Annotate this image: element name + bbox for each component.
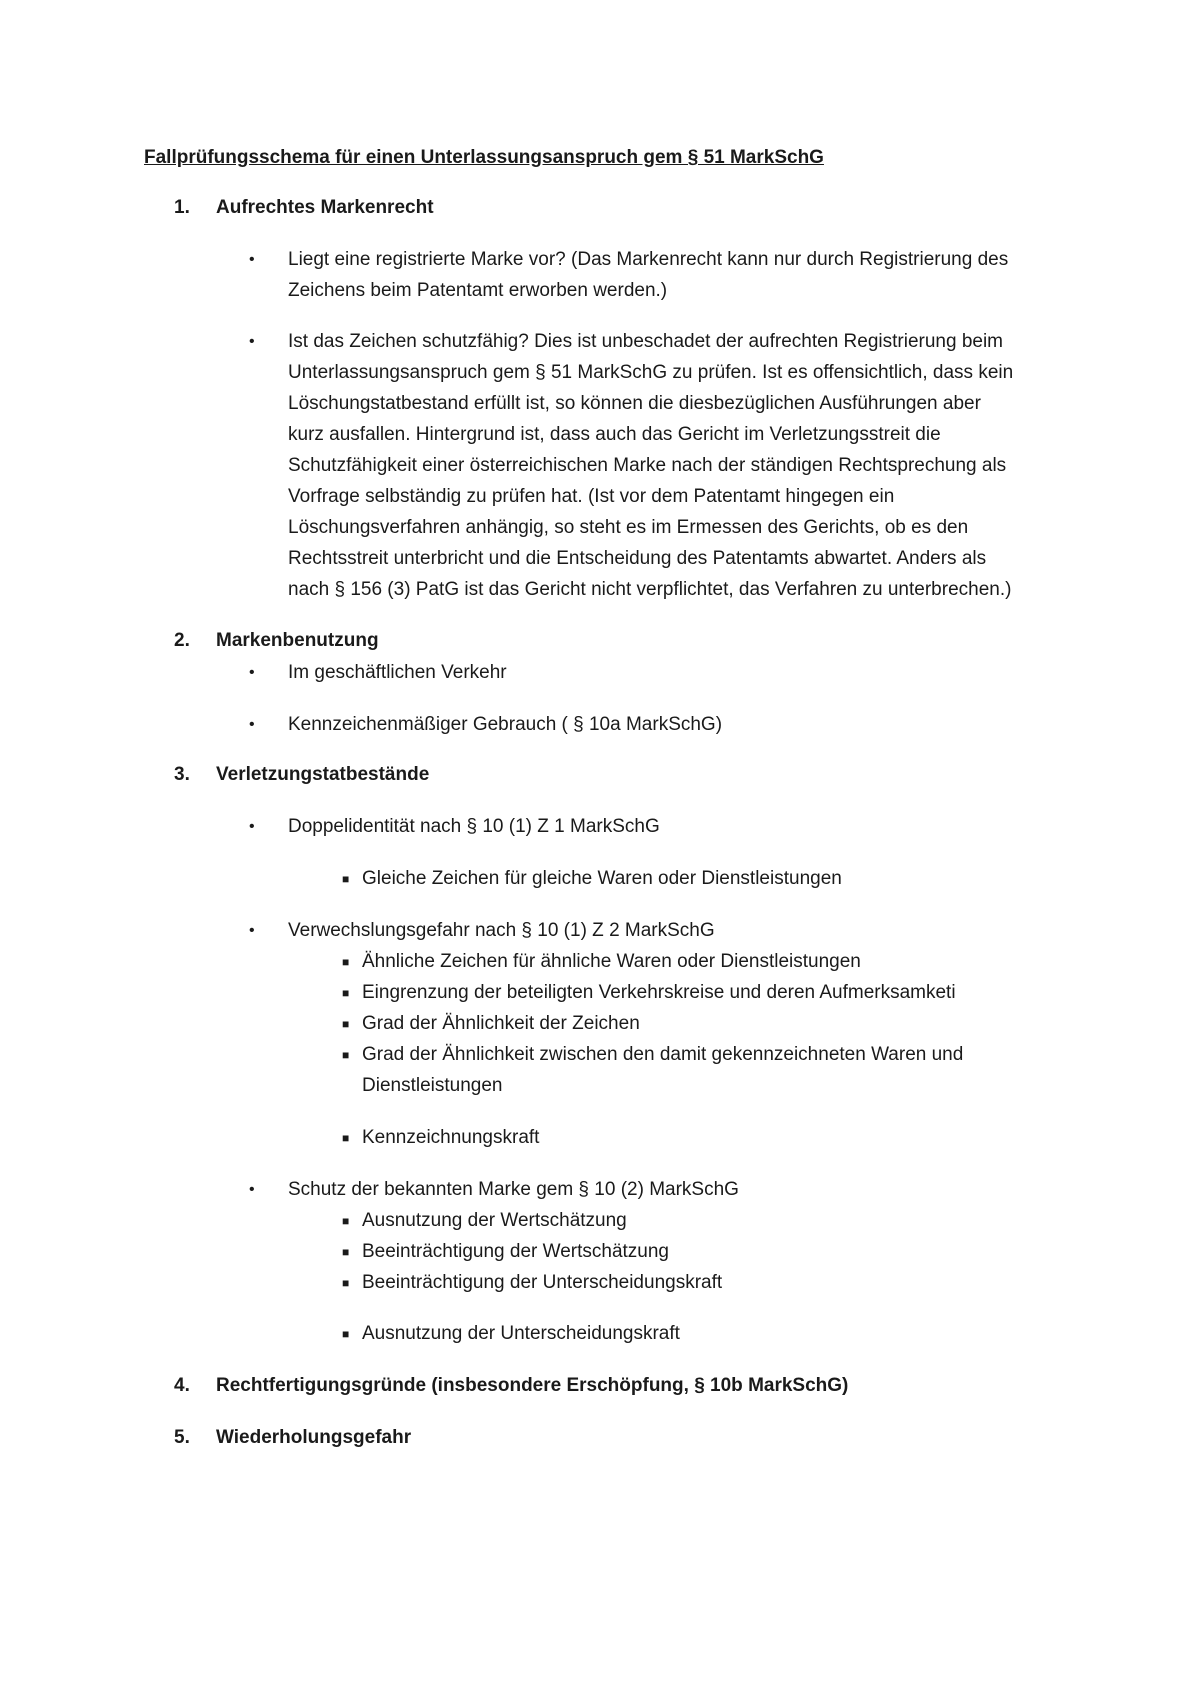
bullet-icon: • [249, 818, 255, 835]
sub-item-line: Grad der Ähnlichkeit der Zeichen [362, 1013, 640, 1034]
document-title: Fallprüfungsschema für einen Unterlassungsanspruch gem § 51 MarkSchG [144, 147, 824, 168]
sub-item-line: Gleiche Zeichen für gleiche Waren oder Dienstleistungen [362, 868, 842, 889]
square-bullet-icon: ■ [342, 872, 350, 886]
list-item-line: Im geschäftlichen Verkehr [288, 662, 507, 683]
list-item-line: Liegt eine registrierte Marke vor? (Das Markenrecht kann nur durch Registrierung des [288, 249, 1009, 270]
bullet-icon: • [249, 333, 255, 350]
sub-item-line: Ausnutzung der Wertschätzung [362, 1210, 627, 1231]
square-bullet-icon: ■ [342, 1048, 350, 1062]
square-bullet-icon: ■ [342, 986, 350, 1000]
list-item-line: Zeichens beim Patentamt erworben werden.) [288, 280, 668, 301]
list-item-line: Vorfrage selbständig zu prüfen hat. (Ist vor dem Patentamt hingegen ein [288, 486, 895, 507]
list-item-line: Unterlassungsanspruch gem § 51 MarkSchG zu prüfen. Ist es offensichtlich, dass kein [288, 362, 1014, 383]
square-bullet-icon: ■ [342, 1017, 350, 1031]
bullet-icon: • [249, 251, 255, 268]
sub-item-line: Eingrenzung der beteiligten Verkehrskreise und deren Aufmerksamketi [362, 982, 956, 1003]
list-item-line: Doppelidentität nach § 10 (1) Z 1 MarkSchG [288, 816, 660, 837]
section-heading: Wiederholungsgefahr [216, 1427, 412, 1448]
bullet-icon: • [249, 922, 255, 939]
list-item-line: kurz ausfallen. Hintergrund ist, dass auch das Gericht im Verletzungsstreit die [288, 424, 941, 445]
square-bullet-icon: ■ [342, 1214, 350, 1228]
sub-item-line: Beeinträchtigung der Wertschätzung [362, 1241, 669, 1262]
list-item-line: Löschungstatbestand erfüllt ist, so können die diesbezüglichen Ausführungen aber [288, 393, 981, 414]
section-number: 4. [174, 1375, 190, 1396]
bullet-icon: • [249, 664, 255, 681]
sub-item-line: Dienstleistungen [362, 1075, 503, 1096]
list-item-line: Schutzfähigkeit einer österreichischen Marke nach der ständigen Rechtsprechung als [288, 455, 1007, 476]
sub-item-line: Grad der Ähnlichkeit zwischen den damit gekennzeichneten Waren und [362, 1044, 964, 1065]
section-heading: Rechtfertigungsgründe (insbesondere Erschöpfung, § 10b MarkSchG) [216, 1375, 849, 1396]
bullet-icon: • [249, 716, 255, 733]
section-number: 5. [174, 1427, 190, 1448]
list-item-line: Schutz der bekannten Marke gem § 10 (2) MarkSchG [288, 1179, 739, 1200]
section-number: 1. [174, 197, 190, 218]
square-bullet-icon: ■ [342, 1131, 350, 1145]
sub-item-line: Ausnutzung der Unterscheidungskraft [362, 1323, 680, 1344]
list-item-line: Löschungsverfahren anhängig, so steht es im Ermessen des Gerichts, ob es den [288, 517, 969, 538]
section-heading: Verletzungstatbestände [216, 764, 430, 785]
sub-item-line: Beeinträchtigung der Unterscheidungskraft [362, 1272, 723, 1293]
square-bullet-icon: ■ [342, 955, 350, 969]
section-number: 2. [174, 630, 190, 651]
bullet-icon: • [249, 1181, 255, 1198]
square-bullet-icon: ■ [342, 1245, 350, 1259]
sub-item-line: Ähnliche Zeichen für ähnliche Waren oder Dienstleistungen [362, 951, 861, 972]
section-heading: Markenbenutzung [216, 630, 379, 651]
square-bullet-icon: ■ [342, 1276, 350, 1290]
section-heading: Aufrechtes Markenrecht [216, 197, 434, 218]
sub-item-line: Kennzeichnungskraft [362, 1127, 540, 1148]
list-item-line: Ist das Zeichen schutzfähig? Dies ist unbeschadet der aufrechten Registrierung beim [288, 331, 1004, 352]
list-item-line: Rechtsstreit unterbricht und die Entscheidung des Patentamts abwartet. Anders als [288, 548, 987, 569]
list-item-line: Kennzeichenmäßiger Gebrauch ( § 10a MarkSchG) [288, 714, 723, 735]
list-item-line: Verwechslungsgefahr nach § 10 (1) Z 2 MarkSchG [288, 920, 715, 941]
square-bullet-icon: ■ [342, 1327, 350, 1341]
section-number: 3. [174, 764, 190, 785]
list-item-line: nach § 156 (3) PatG ist das Gericht nicht verpflichtet, das Verfahren zu unterbrechen.) [288, 579, 1012, 600]
